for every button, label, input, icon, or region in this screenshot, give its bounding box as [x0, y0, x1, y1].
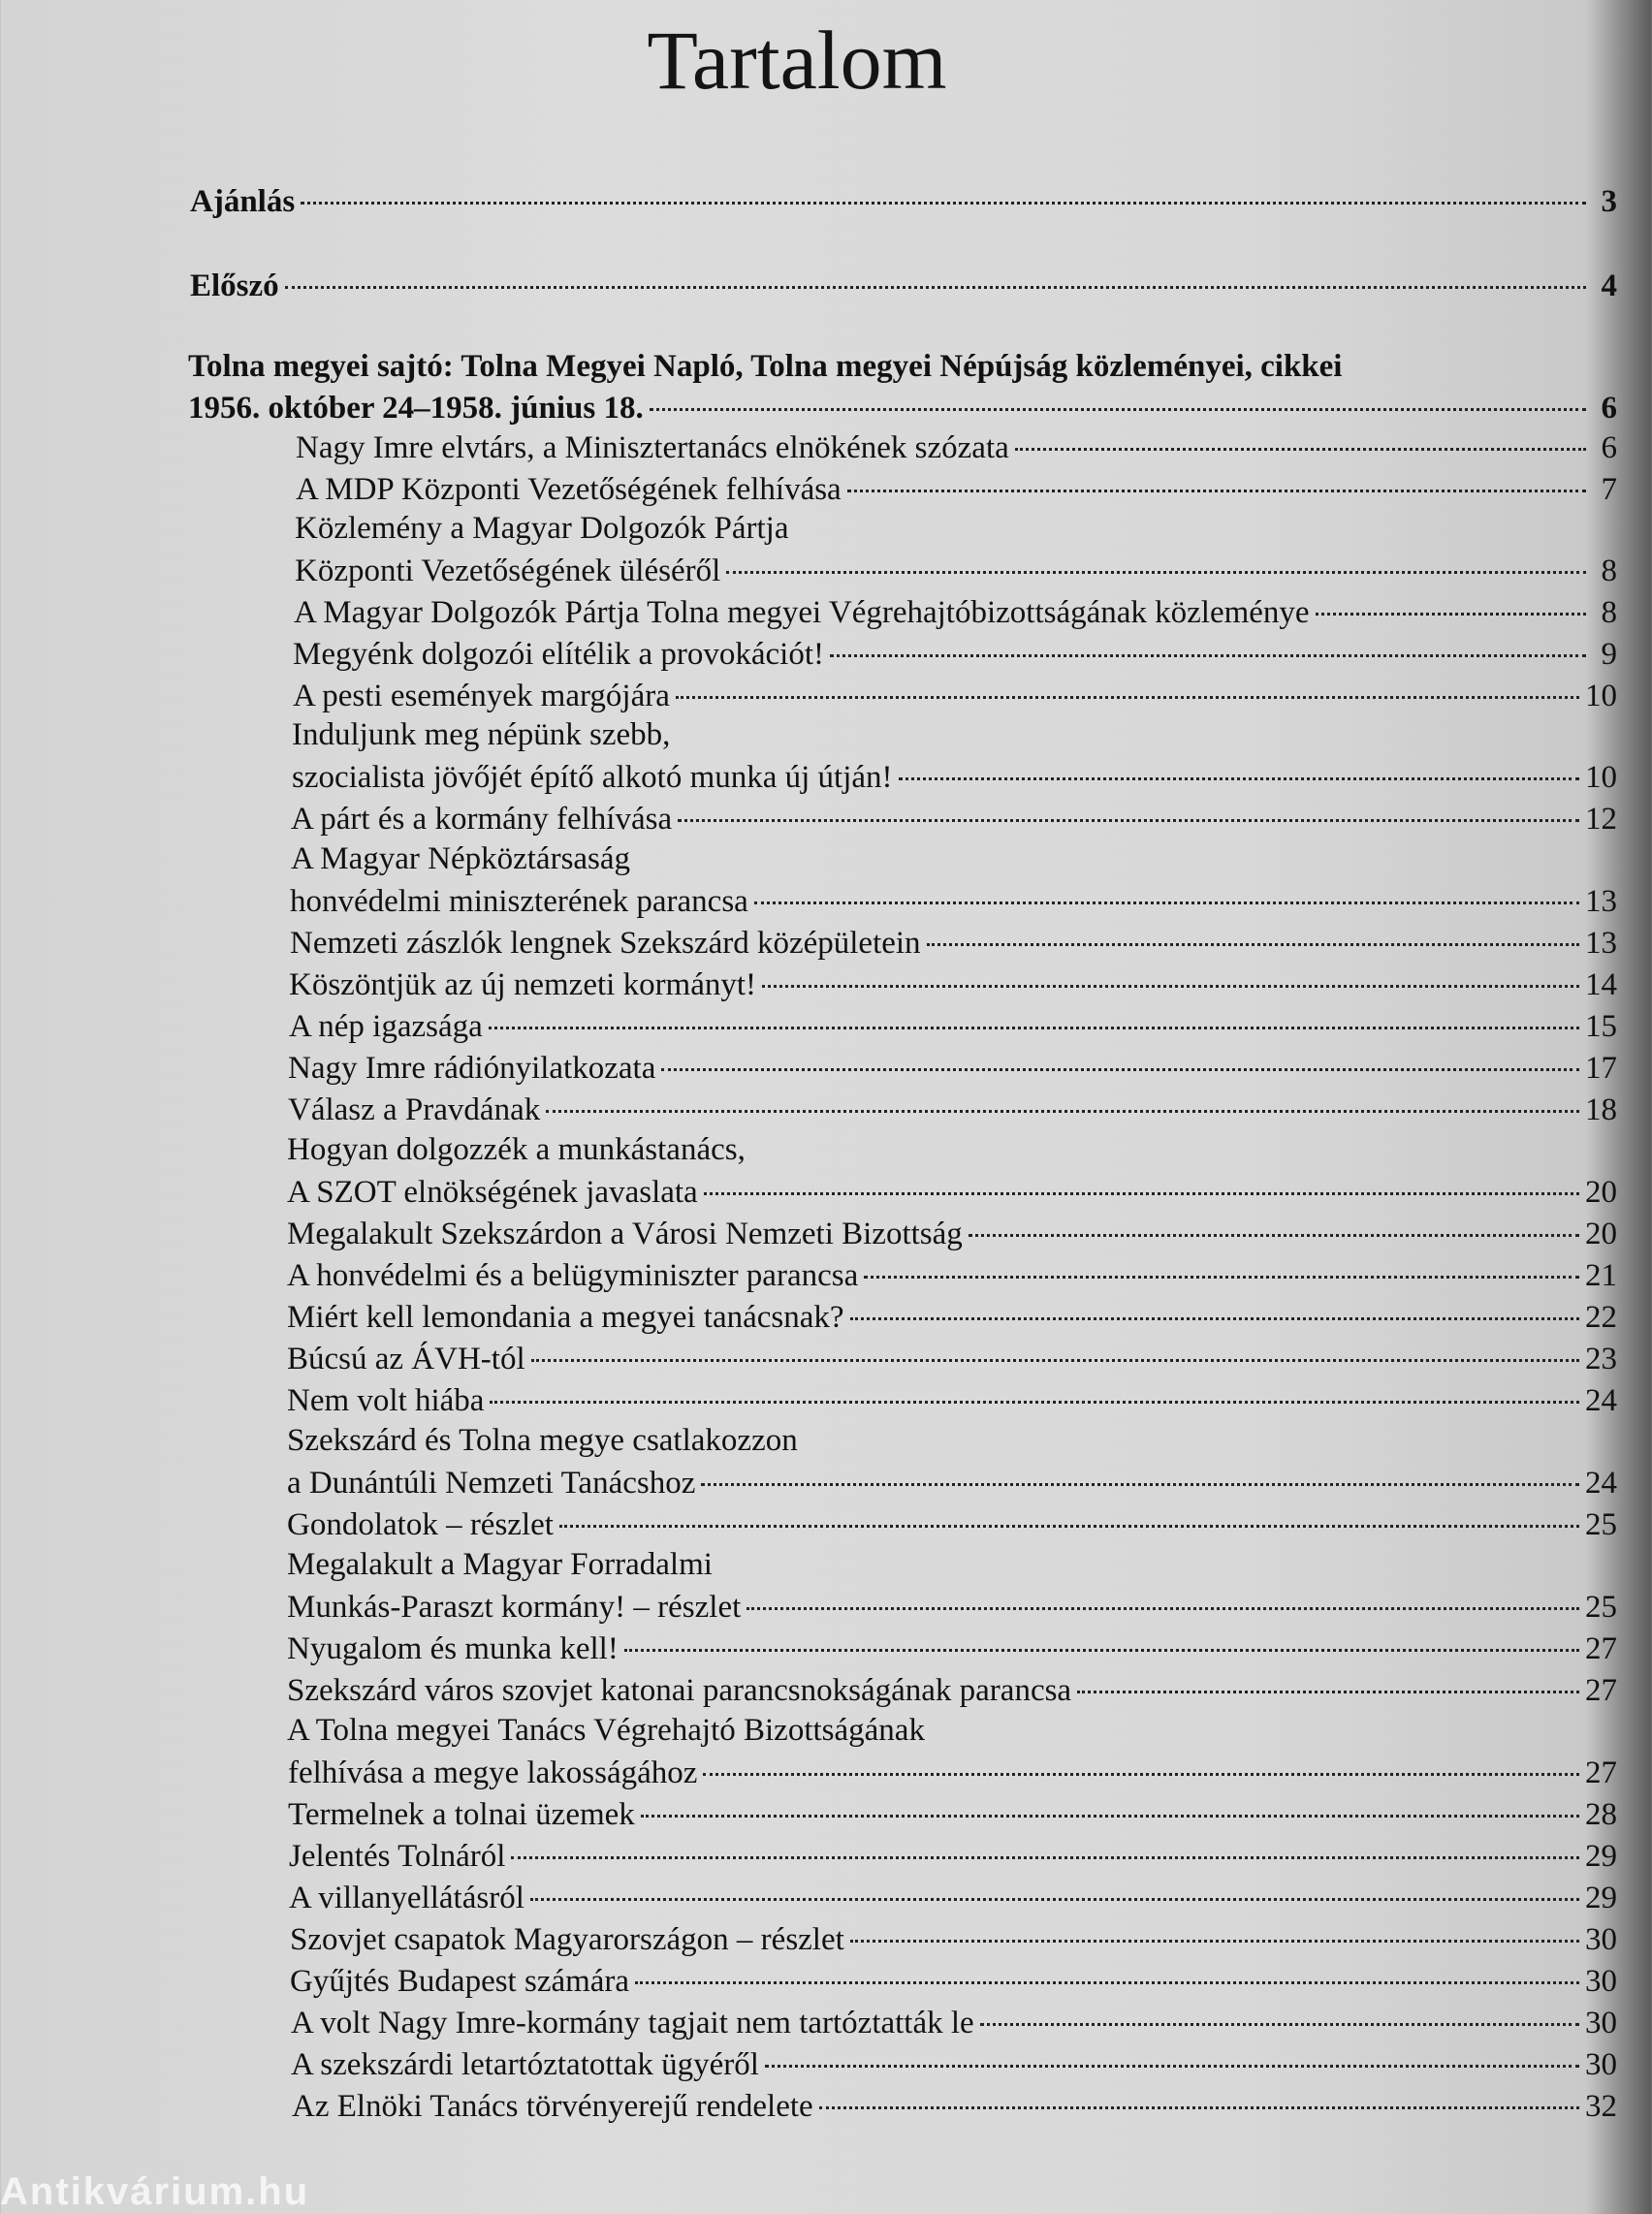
dot-leader	[490, 1401, 1579, 1404]
toc-label: Ajánlás	[190, 184, 296, 219]
toc-label: Megyénk dolgozói elítélik a provokációt!	[293, 637, 825, 672]
dot-leader	[703, 1773, 1579, 1776]
toc-label: Termelnek a tolnai üzemek	[288, 1797, 635, 1832]
toc-page-number: 13	[1585, 926, 1617, 961]
toc-entry-first-line: A Tolna megyei Tanács Végrehajtó Bizottságának	[287, 1713, 925, 1748]
toc-page-number: 4	[1601, 269, 1617, 303]
toc-label: Nagy Imre rádiónyilatkozata	[288, 1051, 656, 1086]
toc-label: Nemzeti zászlók lengnek Szekszárd középületein	[290, 926, 921, 961]
toc-page-number: 23	[1585, 1342, 1617, 1376]
toc-entry	[293, 677, 1617, 715]
toc-page-number: 29	[1585, 1839, 1617, 1874]
dot-leader	[927, 943, 1579, 946]
toc-entry-first-line: Induljunk meg népünk szebb,	[292, 717, 671, 752]
toc-page-number: 8	[1601, 595, 1617, 630]
toc-page-number: 20	[1585, 1175, 1617, 1210]
toc-entry	[290, 882, 1617, 921]
toc-entry	[288, 1049, 1617, 1088]
toc-page-number: 21	[1585, 1258, 1617, 1293]
dot-leader	[678, 819, 1579, 822]
toc-page-number: 30	[1585, 1922, 1617, 1957]
dot-leader	[531, 1359, 1579, 1362]
toc-entry	[288, 1754, 1617, 1792]
toc-label: A MDP Központi Vezetőségének felhívása	[296, 472, 842, 507]
dot-leader	[726, 571, 1586, 574]
toc-page-number: 29	[1585, 1881, 1617, 1915]
toc-page-number: 24	[1585, 1383, 1617, 1418]
dot-leader	[701, 1483, 1579, 1486]
toc-chapter	[188, 389, 1617, 427]
toc-entry	[289, 1879, 1617, 1917]
toc-page-number: 15	[1585, 1009, 1617, 1044]
toc-label: Jelentés Tolnáról	[289, 1839, 506, 1874]
toc-page-number: 18	[1585, 1092, 1617, 1127]
toc-page-number: 8	[1601, 554, 1617, 588]
dot-leader	[641, 1815, 1579, 1818]
dot-leader	[747, 1607, 1579, 1610]
toc-page-number: 6	[1601, 430, 1617, 465]
toc-page-number: 27	[1585, 1673, 1617, 1708]
toc-entry	[287, 1505, 1617, 1544]
dot-leader	[850, 1940, 1579, 1943]
toc-entry-first-line: A Magyar Népköztársaság	[291, 841, 631, 876]
toc-page-number: 10	[1585, 679, 1617, 713]
toc-label: Megalakult Szekszárdon a Városi Nemzeti Bizottság	[287, 1217, 963, 1251]
toc-label: Nyugalom és munka kell!	[287, 1631, 619, 1666]
toc-label: szocialista jövőjét építő alkotó munka új útján!	[292, 760, 893, 795]
toc-label: Az Elnöki Tanács törvényerejű rendelete	[292, 2089, 813, 2124]
dot-leader	[530, 1898, 1579, 1901]
toc-label: Nagy Imre elvtárs, a Minisztertanács elnökének szózata	[296, 430, 1009, 465]
toc-label: Központi Vezetőségének üléséről	[295, 554, 721, 588]
toc-label: Válasz a Pravdának	[288, 1092, 541, 1127]
toc-label: Búcsú az ÁVH-tól	[287, 1342, 525, 1376]
toc-label: A Magyar Dolgozók Pártja Tolna megyei Végrehajtóbizottságának közleménye	[294, 595, 1310, 630]
toc-page-number: 30	[1585, 1964, 1617, 1999]
toc-entry	[296, 470, 1617, 509]
toc-entry-first-line: Hogyan dolgozzék a munkástanács,	[287, 1132, 746, 1167]
dot-leader	[980, 2023, 1579, 2026]
toc-page-number: 28	[1585, 1797, 1617, 1832]
toc-entry	[290, 1962, 1617, 2001]
toc-entry	[289, 1837, 1617, 1876]
toc-page-number: 25	[1585, 1590, 1617, 1625]
toc-entry	[289, 965, 1617, 1004]
dot-leader	[762, 985, 1579, 988]
toc-page-number: 25	[1585, 1507, 1617, 1542]
toc-page-number: 22	[1585, 1300, 1617, 1335]
dot-leader	[969, 1234, 1579, 1237]
toc-page-number: 12	[1585, 802, 1617, 837]
toc-label: A SZOT elnökségének javaslata	[287, 1175, 698, 1210]
toc-entry	[291, 800, 1617, 838]
toc-label: honvédelmi miniszterének parancsa	[290, 884, 748, 919]
toc-page-number: 13	[1585, 884, 1617, 919]
toc-page-number: 7	[1601, 472, 1617, 507]
toc-label: Gondolatok – részlet	[287, 1507, 554, 1542]
dot-leader	[864, 1276, 1579, 1279]
toc-entry-first-line: Közlemény a Magyar Dolgozók Pártja	[295, 511, 789, 546]
toc-entry	[288, 1091, 1617, 1129]
toc-label: Szovjet csapatok Magyarországon – részlet	[290, 1922, 844, 1957]
toc-label: 1956. október 24–1958. június 18.	[188, 391, 644, 426]
toc-page-number: 9	[1601, 637, 1617, 672]
watermark: Antikvárium.hu	[0, 2170, 310, 2213]
toc-page-number: 10	[1585, 760, 1617, 795]
dot-leader	[650, 408, 1586, 411]
toc-entry	[287, 1381, 1617, 1420]
dot-leader	[819, 2106, 1579, 2109]
dot-leader	[1077, 1691, 1579, 1693]
toc-label: Nem volt hiába	[287, 1383, 485, 1418]
dot-leader	[850, 1317, 1579, 1320]
toc-page-number: 6	[1601, 391, 1617, 426]
dot-leader	[830, 654, 1586, 657]
dot-leader	[676, 696, 1579, 699]
toc-label: A szekszárdi letartóztatottak ügyéről	[291, 2047, 759, 2082]
toc-entry	[293, 635, 1617, 674]
toc-label: A volt Nagy Imre-kormány tagjait nem tartóztatták le	[291, 2006, 974, 2040]
toc-page-number: 27	[1585, 1631, 1617, 1666]
toc-entry	[294, 593, 1617, 632]
toc-entry	[292, 2087, 1617, 2126]
dot-leader	[635, 1981, 1579, 1984]
toc-page-number: 14	[1585, 967, 1617, 1002]
toc-label: Gyűjtés Budapest számára	[290, 1964, 630, 1999]
toc-label: Előszó	[190, 269, 279, 303]
toc-entry-first-line: Megalakult a Magyar Forradalmi	[287, 1547, 713, 1582]
dot-leader	[489, 1027, 1579, 1029]
toc-page-number: 24	[1585, 1466, 1617, 1501]
toc-label: Szekszárd város szovjet katonai parancsnokságának parancsa	[287, 1673, 1072, 1708]
dot-leader	[1015, 448, 1586, 451]
toc-entry	[287, 1629, 1617, 1668]
dot-leader	[899, 777, 1579, 780]
page-title: Tartalom	[647, 14, 947, 107]
toc-entry	[287, 1173, 1617, 1212]
dot-leader	[1316, 613, 1586, 616]
toc-entry-first-line: Szekszárd és Tolna megye csatlakozzon	[287, 1423, 798, 1458]
dot-leader	[559, 1525, 1579, 1528]
toc-entry	[295, 552, 1617, 590]
toc-entry	[287, 1671, 1617, 1710]
dot-leader	[847, 490, 1586, 492]
toc-entry	[287, 1298, 1617, 1337]
toc-entry	[287, 1215, 1617, 1253]
dot-leader	[624, 1649, 1579, 1652]
dot-leader	[704, 1192, 1579, 1195]
toc-entry	[291, 2004, 1617, 2042]
toc-page-number: 30	[1585, 2006, 1617, 2040]
toc-label: A villanyellátásról	[289, 1881, 524, 1915]
toc-label: a Dunántúli Nemzeti Tanácshoz	[287, 1466, 696, 1501]
chapter-title-line: Tolna megyei sajtó: Tolna Megyei Napló, Tolna megyei Népújság közleményei, cikkei	[188, 349, 1343, 384]
dot-leader	[754, 901, 1579, 904]
dot-leader	[765, 2065, 1579, 2068]
dot-leader	[511, 1856, 1579, 1859]
toc-label: A párt és a kormány felhívása	[291, 802, 673, 837]
toc-entry-ajanlas	[190, 182, 1617, 221]
toc-page-number: 3	[1601, 184, 1617, 219]
toc-entry	[291, 2045, 1617, 2084]
toc-page-number: 32	[1585, 2089, 1617, 2124]
dot-leader	[546, 1110, 1579, 1113]
toc-entry	[287, 1588, 1617, 1627]
toc-entry	[287, 1464, 1617, 1502]
toc-entry-eloszo	[190, 267, 1617, 305]
toc-label: A honvédelmi és a belügyminiszter parancsa	[287, 1258, 859, 1293]
toc-page-number: 27	[1585, 1755, 1617, 1790]
toc-label: felhívása a megye lakosságához	[288, 1755, 698, 1790]
dot-leader	[285, 286, 1586, 289]
toc-entry	[288, 1795, 1617, 1834]
dot-leader	[661, 1068, 1579, 1071]
toc-label: Miért kell lemondania a megyei tanácsnak?	[287, 1300, 844, 1335]
toc-entry	[296, 428, 1617, 467]
toc-entry	[290, 1920, 1617, 1959]
toc-page-number: 17	[1585, 1051, 1617, 1086]
toc-entry	[290, 924, 1617, 963]
toc-label: A pesti események margójára	[293, 679, 670, 713]
toc-label: A nép igazsága	[289, 1009, 483, 1044]
dot-leader	[301, 202, 1586, 205]
toc-entry	[289, 1007, 1617, 1046]
toc-label: Munkás-Paraszt kormány! – részlet	[287, 1590, 742, 1625]
toc-entry	[287, 1256, 1617, 1295]
toc-page-number: 30	[1585, 2047, 1617, 2082]
toc-label: Köszöntjük az új nemzeti kormányt!	[289, 967, 757, 1002]
toc-entry	[287, 1340, 1617, 1378]
toc-entry	[292, 758, 1617, 797]
toc-page-number: 20	[1585, 1217, 1617, 1251]
